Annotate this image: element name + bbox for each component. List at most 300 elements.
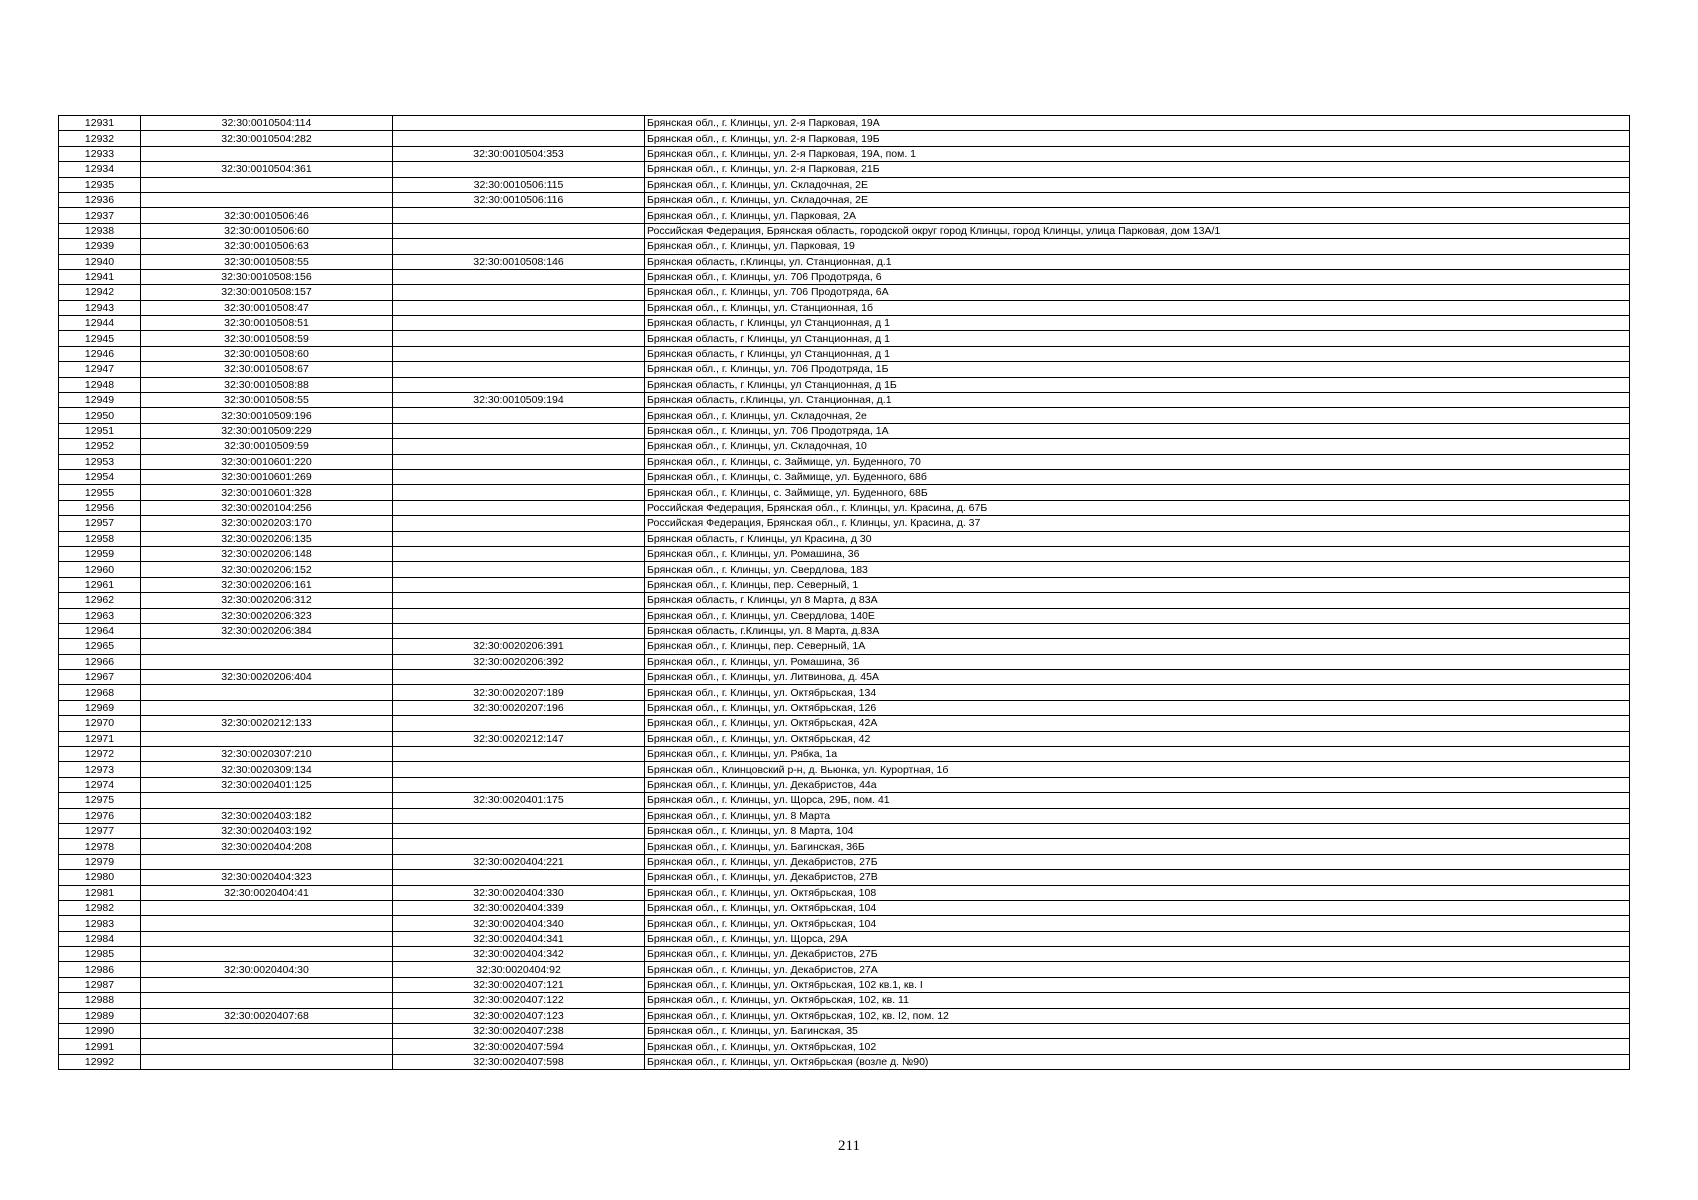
cadastral-number-cell: 32:30:0010506:60 xyxy=(141,223,393,238)
address-cell: Брянская обл., г. Клинцы, ул. 8 Марта xyxy=(645,808,1630,823)
address-cell: Брянская область, г.Клинцы, ул. 8 Марта, д.83А xyxy=(645,623,1630,638)
address-cell: Брянская обл., г. Клинцы, ул. Багинская, 35 xyxy=(645,1024,1630,1039)
row-number-cell: 12991 xyxy=(59,1039,141,1054)
address-cell: Брянская обл., г. Клинцы, ул. Ромашина, 36 xyxy=(645,654,1630,669)
address-cell: Брянская обл., г. Клинцы, ул. Свердлова, 140Е xyxy=(645,608,1630,623)
row-number-cell: 12941 xyxy=(59,269,141,284)
table-row xyxy=(59,716,1630,731)
address-cell: Брянская обл., г. Клинцы, ул. Декабристов, 27В xyxy=(645,870,1630,885)
cadastral-number-cell: 32:30:0020206:312 xyxy=(141,593,393,608)
page-number: 211 xyxy=(838,1138,860,1154)
table-row xyxy=(59,408,1630,423)
address-cell: Брянская обл., г. Клинцы, ул. Рябка, 1а xyxy=(645,747,1630,762)
row-number-cell: 12943 xyxy=(59,300,141,315)
cadastral-number-cell: 32:30:0010504:114 xyxy=(141,116,393,131)
cadastral-number-cell xyxy=(141,900,393,915)
related-cadastral-number-cell xyxy=(393,285,645,300)
address-cell: Брянская обл., г. Клинцы, ул. Складочная, 2Е xyxy=(645,192,1630,207)
row-number-cell: 12988 xyxy=(59,993,141,1008)
row-number-cell: 12956 xyxy=(59,500,141,515)
row-number-cell: 12953 xyxy=(59,454,141,469)
cadastral-number-cell xyxy=(141,854,393,869)
related-cadastral-number-cell xyxy=(393,823,645,838)
cadastral-number-cell: 32:30:0010504:282 xyxy=(141,131,393,146)
table-row xyxy=(59,285,1630,300)
related-cadastral-number-cell xyxy=(393,839,645,854)
related-cadastral-number-cell xyxy=(393,362,645,377)
table-row xyxy=(59,916,1630,931)
address-cell: Брянская обл., г. Клинцы, ул. 706 Продотряда, 1Б xyxy=(645,362,1630,377)
table-row xyxy=(59,239,1630,254)
cadastral-number-cell: 32:30:0010508:55 xyxy=(141,254,393,269)
address-cell: Брянская обл., г. Клинцы, ул. Свердлова, 183 xyxy=(645,562,1630,577)
row-number-cell: 12982 xyxy=(59,900,141,915)
address-cell: Брянская обл., г. Клинцы, ул. Ромашина, 36 xyxy=(645,546,1630,561)
cadastral-number-cell: 32:30:0020401:125 xyxy=(141,777,393,792)
row-number-cell: 12968 xyxy=(59,685,141,700)
cadastral-number-cell: 32:30:0010508:60 xyxy=(141,346,393,361)
cadastral-number-cell: 32:30:0010506:46 xyxy=(141,208,393,223)
row-number-cell: 12937 xyxy=(59,208,141,223)
related-cadastral-number-cell xyxy=(393,546,645,561)
related-cadastral-number-cell xyxy=(393,562,645,577)
related-cadastral-number-cell xyxy=(393,377,645,392)
row-number-cell: 12977 xyxy=(59,823,141,838)
table-row xyxy=(59,531,1630,546)
table-row xyxy=(59,454,1630,469)
related-cadastral-number-cell: 32:30:0020212:147 xyxy=(393,731,645,746)
cadastral-number-cell: 32:30:0020404:208 xyxy=(141,839,393,854)
related-cadastral-number-cell xyxy=(393,608,645,623)
address-cell: Брянская обл., г. Клинцы, ул. Октябрьская, 102 кв.1, кв. I xyxy=(645,977,1630,992)
related-cadastral-number-cell: 32:30:0020404:92 xyxy=(393,962,645,977)
cadastral-number-cell: 32:30:0020307:210 xyxy=(141,747,393,762)
address-cell: Брянская обл., г. Клинцы, пер. Северный, 1 xyxy=(645,577,1630,592)
table-row xyxy=(59,393,1630,408)
related-cadastral-number-cell: 32:30:0020404:340 xyxy=(393,916,645,931)
table-row xyxy=(59,208,1630,223)
cadastral-number-cell xyxy=(141,177,393,192)
address-cell: Брянская обл., Клинцовский р-н, д. Вьюнка, ул. Курортная, 1б xyxy=(645,762,1630,777)
cadastral-number-cell: 32:30:0020309:134 xyxy=(141,762,393,777)
row-number-cell: 12936 xyxy=(59,192,141,207)
row-number-cell: 12934 xyxy=(59,162,141,177)
related-cadastral-number-cell xyxy=(393,747,645,762)
row-number-cell: 12949 xyxy=(59,393,141,408)
address-cell: Брянская обл., г. Клинцы, ул. Щорса, 29Б, пом. 41 xyxy=(645,793,1630,808)
table-row xyxy=(59,608,1630,623)
related-cadastral-number-cell xyxy=(393,116,645,131)
address-cell: Брянская обл., г. Клинцы, ул. Багинская, 36Б xyxy=(645,839,1630,854)
row-number-cell: 12933 xyxy=(59,146,141,161)
row-number-cell: 12965 xyxy=(59,639,141,654)
related-cadastral-number-cell: 32:30:0020404:342 xyxy=(393,947,645,962)
address-cell: Брянская область, г Клинцы, ул Станционная, д 1 xyxy=(645,346,1630,361)
address-cell: Брянская область, г Клинцы, ул Станционная, д 1 xyxy=(645,316,1630,331)
related-cadastral-number-cell: 32:30:0020407:121 xyxy=(393,977,645,992)
table-row xyxy=(59,223,1630,238)
table-row xyxy=(59,192,1630,207)
related-cadastral-number-cell: 32:30:0010509:194 xyxy=(393,393,645,408)
address-cell: Брянская обл., г. Клинцы, ул. Литвинова, д. 45А xyxy=(645,670,1630,685)
cadastral-number-cell: 32:30:0020206:161 xyxy=(141,577,393,592)
related-cadastral-number-cell xyxy=(393,777,645,792)
address-cell: Брянская обл., г. Клинцы, пер. Северный, 1А xyxy=(645,639,1630,654)
cadastral-number-cell xyxy=(141,654,393,669)
related-cadastral-number-cell xyxy=(393,439,645,454)
address-cell: Брянская область, г Клинцы, ул 8 Марта, д 83А xyxy=(645,593,1630,608)
related-cadastral-number-cell: 32:30:0020207:196 xyxy=(393,700,645,715)
table-row xyxy=(59,577,1630,592)
related-cadastral-number-cell xyxy=(393,716,645,731)
address-cell: Брянская обл., г. Клинцы, ул. Октябрьская, 102 xyxy=(645,1039,1630,1054)
address-cell: Брянская обл., г. Клинцы, ул. Октябрьская, 104 xyxy=(645,900,1630,915)
address-cell: Брянская обл., г. Клинцы, ул. Октябрьская, 108 xyxy=(645,885,1630,900)
cadastral-number-cell: 32:30:0010509:229 xyxy=(141,423,393,438)
cadastral-number-cell: 32:30:0020206:148 xyxy=(141,546,393,561)
cadastral-number-cell: 32:30:0020403:192 xyxy=(141,823,393,838)
related-cadastral-number-cell: 32:30:0020404:221 xyxy=(393,854,645,869)
related-cadastral-number-cell xyxy=(393,131,645,146)
row-number-cell: 12947 xyxy=(59,362,141,377)
cadastral-number-cell: 32:30:0020206:404 xyxy=(141,670,393,685)
table-row xyxy=(59,900,1630,915)
cadastral-number-cell: 32:30:0010508:47 xyxy=(141,300,393,315)
address-cell: Брянская область, г.Клинцы, ул. Станционная, д.1 xyxy=(645,254,1630,269)
table-row xyxy=(59,823,1630,838)
cadastral-number-cell: 32:30:0010601:269 xyxy=(141,469,393,484)
row-number-cell: 12932 xyxy=(59,131,141,146)
address-cell: Брянская обл., г. Клинцы, с. Займище, ул. Буденного, 68б xyxy=(645,469,1630,484)
table-row xyxy=(59,469,1630,484)
table-row xyxy=(59,1024,1630,1039)
table-row xyxy=(59,593,1630,608)
address-cell: Брянская обл., г. Клинцы, ул. 2-я Парковая, 19А, пом. 1 xyxy=(645,146,1630,161)
cadastral-number-cell xyxy=(141,947,393,962)
row-number-cell: 12948 xyxy=(59,377,141,392)
table-row xyxy=(59,839,1630,854)
table-row xyxy=(59,870,1630,885)
row-number-cell: 12962 xyxy=(59,593,141,608)
address-cell: Брянская область, г Клинцы, ул Станционная, д 1Б xyxy=(645,377,1630,392)
row-number-cell: 12973 xyxy=(59,762,141,777)
row-number-cell: 12952 xyxy=(59,439,141,454)
cadastral-number-cell: 32:30:0020212:133 xyxy=(141,716,393,731)
row-number-cell: 12985 xyxy=(59,947,141,962)
cadastral-number-cell: 32:30:0010504:361 xyxy=(141,162,393,177)
row-number-cell: 12966 xyxy=(59,654,141,669)
table-row xyxy=(59,316,1630,331)
table-row xyxy=(59,762,1630,777)
table-row xyxy=(59,700,1630,715)
table-row xyxy=(59,931,1630,946)
row-number-cell: 12935 xyxy=(59,177,141,192)
related-cadastral-number-cell xyxy=(393,469,645,484)
cadastral-number-cell xyxy=(141,993,393,1008)
related-cadastral-number-cell xyxy=(393,670,645,685)
address-cell: Брянская обл., г. Клинцы, ул. Парковая, 19 xyxy=(645,239,1630,254)
table-row xyxy=(59,793,1630,808)
table-row xyxy=(59,670,1630,685)
address-cell: Брянская обл., г. Клинцы, ул. Октябрьская, 102, кв. 11 xyxy=(645,993,1630,1008)
related-cadastral-number-cell: 32:30:0020407:238 xyxy=(393,1024,645,1039)
related-cadastral-number-cell xyxy=(393,531,645,546)
address-cell: Брянская обл., г. Клинцы, ул. Щорса, 29А xyxy=(645,931,1630,946)
row-number-cell: 12990 xyxy=(59,1024,141,1039)
related-cadastral-number-cell xyxy=(393,623,645,638)
table-row xyxy=(59,546,1630,561)
table-row xyxy=(59,439,1630,454)
related-cadastral-number-cell xyxy=(393,316,645,331)
row-number-cell: 12940 xyxy=(59,254,141,269)
table-row xyxy=(59,177,1630,192)
table-row xyxy=(59,131,1630,146)
cadastral-number-cell: 32:30:0020203:170 xyxy=(141,516,393,531)
address-cell: Брянская обл., г. Клинцы, ул. Декабристов, 27Б xyxy=(645,947,1630,962)
row-number-cell: 12944 xyxy=(59,316,141,331)
address-cell: Брянская обл., г. Клинцы, ул. Октябрьская (возле д. №90) xyxy=(645,1054,1630,1069)
related-cadastral-number-cell: 32:30:0020407:598 xyxy=(393,1054,645,1069)
registry-table-body xyxy=(59,116,1630,1070)
cadastral-number-cell xyxy=(141,685,393,700)
cadastral-number-cell xyxy=(141,931,393,946)
table-row xyxy=(59,1039,1630,1054)
address-cell: Брянская обл., г. Клинцы, ул. 8 Марта, 104 xyxy=(645,823,1630,838)
related-cadastral-number-cell: 32:30:0010504:353 xyxy=(393,146,645,161)
row-number-cell: 12959 xyxy=(59,546,141,561)
address-cell: Брянская обл., г. Клинцы, ул. Декабристов, 44а xyxy=(645,777,1630,792)
table-row xyxy=(59,654,1630,669)
related-cadastral-number-cell xyxy=(393,485,645,500)
related-cadastral-number-cell: 32:30:0020404:330 xyxy=(393,885,645,900)
address-cell: Брянская обл., г. Клинцы, с. Займище, ул. Буденного, 68Б xyxy=(645,485,1630,500)
related-cadastral-number-cell xyxy=(393,239,645,254)
cadastral-number-cell: 32:30:0010509:196 xyxy=(141,408,393,423)
related-cadastral-number-cell: 32:30:0020404:339 xyxy=(393,900,645,915)
row-number-cell: 12980 xyxy=(59,870,141,885)
related-cadastral-number-cell xyxy=(393,500,645,515)
table-row xyxy=(59,116,1630,131)
cadastral-number-cell: 32:30:0010508:157 xyxy=(141,285,393,300)
cadastral-number-cell: 32:30:0010509:59 xyxy=(141,439,393,454)
related-cadastral-number-cell xyxy=(393,346,645,361)
row-number-cell: 12979 xyxy=(59,854,141,869)
cadastral-number-cell: 32:30:0020403:182 xyxy=(141,808,393,823)
cadastral-number-cell: 32:30:0010508:156 xyxy=(141,269,393,284)
related-cadastral-number-cell xyxy=(393,162,645,177)
related-cadastral-number-cell: 32:30:0010506:116 xyxy=(393,192,645,207)
table-row xyxy=(59,731,1630,746)
cadastral-number-cell: 32:30:0010508:51 xyxy=(141,316,393,331)
address-cell: Брянская обл., г. Клинцы, ул. Октябрьская, 104 xyxy=(645,916,1630,931)
cadastral-number-cell xyxy=(141,192,393,207)
address-cell: Брянская область, г.Клинцы, ул. Станционная, д.1 xyxy=(645,393,1630,408)
table-row xyxy=(59,685,1630,700)
related-cadastral-number-cell xyxy=(393,808,645,823)
table-row xyxy=(59,254,1630,269)
row-number-cell: 12939 xyxy=(59,239,141,254)
table-row xyxy=(59,562,1630,577)
row-number-cell: 12964 xyxy=(59,623,141,638)
row-number-cell: 12972 xyxy=(59,747,141,762)
table-row xyxy=(59,854,1630,869)
cadastral-number-cell: 32:30:0020206:152 xyxy=(141,562,393,577)
table-row xyxy=(59,747,1630,762)
related-cadastral-number-cell: 32:30:0020404:341 xyxy=(393,931,645,946)
cadastral-number-cell: 32:30:0010601:328 xyxy=(141,485,393,500)
related-cadastral-number-cell: 32:30:0020407:123 xyxy=(393,1008,645,1023)
address-cell: Брянская обл., г. Клинцы, ул. Станционная, 1б xyxy=(645,300,1630,315)
table-row xyxy=(59,977,1630,992)
related-cadastral-number-cell xyxy=(393,408,645,423)
address-cell: Брянская обл., г. Клинцы, ул. Октябрьская, 134 xyxy=(645,685,1630,700)
table-row xyxy=(59,1008,1630,1023)
address-cell: Брянская обл., г. Клинцы, ул. 2-я Парковая, 19Б xyxy=(645,131,1630,146)
row-number-cell: 12957 xyxy=(59,516,141,531)
table-row xyxy=(59,516,1630,531)
address-cell: Брянская обл., г. Клинцы, ул. Складочная, 2е xyxy=(645,408,1630,423)
cadastral-number-cell xyxy=(141,1054,393,1069)
address-cell: Российская Федерация, Брянская обл., г. Клинцы, ул. Красина, д. 37 xyxy=(645,516,1630,531)
related-cadastral-number-cell: 32:30:0010506:115 xyxy=(393,177,645,192)
cadastral-number-cell xyxy=(141,700,393,715)
cadastral-number-cell: 32:30:0020104:256 xyxy=(141,500,393,515)
row-number-cell: 12960 xyxy=(59,562,141,577)
related-cadastral-number-cell: 32:30:0020407:122 xyxy=(393,993,645,1008)
table-row xyxy=(59,423,1630,438)
cadastral-number-cell: 32:30:0020206:135 xyxy=(141,531,393,546)
cadastral-number-cell xyxy=(141,793,393,808)
row-number-cell: 12975 xyxy=(59,793,141,808)
cadastral-number-cell: 32:30:0010508:88 xyxy=(141,377,393,392)
row-number-cell: 12974 xyxy=(59,777,141,792)
related-cadastral-number-cell: 32:30:0010508:146 xyxy=(393,254,645,269)
row-number-cell: 12986 xyxy=(59,962,141,977)
related-cadastral-number-cell xyxy=(393,516,645,531)
related-cadastral-number-cell xyxy=(393,454,645,469)
cadastral-number-cell: 32:30:0020404:323 xyxy=(141,870,393,885)
cadastral-number-cell: 32:30:0010508:67 xyxy=(141,362,393,377)
related-cadastral-number-cell xyxy=(393,762,645,777)
cadastral-number-cell: 32:30:0010508:59 xyxy=(141,331,393,346)
address-cell: Брянская обл., г. Клинцы, ул. Октябрьская, 42 xyxy=(645,731,1630,746)
table-row xyxy=(59,269,1630,284)
table-row xyxy=(59,808,1630,823)
address-cell: Российская Федерация, Брянская обл., г. Клинцы, ул. Красина, д. 67Б xyxy=(645,500,1630,515)
row-number-cell: 12971 xyxy=(59,731,141,746)
property-registry-table xyxy=(58,115,1630,1070)
cadastral-number-cell xyxy=(141,1024,393,1039)
table-row xyxy=(59,500,1630,515)
cadastral-number-cell: 32:30:0020206:384 xyxy=(141,623,393,638)
table-row xyxy=(59,993,1630,1008)
related-cadastral-number-cell xyxy=(393,593,645,608)
row-number-cell: 12987 xyxy=(59,977,141,992)
address-cell: Брянская обл., г. Клинцы, ул. Декабристов, 27А xyxy=(645,962,1630,977)
table-row xyxy=(59,962,1630,977)
row-number-cell: 12978 xyxy=(59,839,141,854)
cadastral-number-cell: 32:30:0020404:41 xyxy=(141,885,393,900)
table-row xyxy=(59,162,1630,177)
table-row xyxy=(59,362,1630,377)
table-row xyxy=(59,346,1630,361)
table-row xyxy=(59,623,1630,638)
table-row xyxy=(59,331,1630,346)
row-number-cell: 12946 xyxy=(59,346,141,361)
related-cadastral-number-cell xyxy=(393,208,645,223)
related-cadastral-number-cell: 32:30:0020207:189 xyxy=(393,685,645,700)
row-number-cell: 12945 xyxy=(59,331,141,346)
address-cell: Брянская обл., г. Клинцы, ул. Складочная, 10 xyxy=(645,439,1630,454)
cadastral-number-cell xyxy=(141,1039,393,1054)
row-number-cell: 12976 xyxy=(59,808,141,823)
address-cell: Брянская область, г Клинцы, ул Красина, д 30 xyxy=(645,531,1630,546)
row-number-cell: 12931 xyxy=(59,116,141,131)
address-cell: Брянская обл., г. Клинцы, ул. 2-я Парковая, 21Б xyxy=(645,162,1630,177)
cadastral-number-cell: 32:30:0020404:30 xyxy=(141,962,393,977)
cadastral-number-cell xyxy=(141,977,393,992)
row-number-cell: 12981 xyxy=(59,885,141,900)
row-number-cell: 12950 xyxy=(59,408,141,423)
row-number-cell: 12958 xyxy=(59,531,141,546)
address-cell: Брянская обл., г. Клинцы, ул. Парковая, 2А xyxy=(645,208,1630,223)
row-number-cell: 12954 xyxy=(59,469,141,484)
row-number-cell: 12963 xyxy=(59,608,141,623)
table-row xyxy=(59,777,1630,792)
related-cadastral-number-cell xyxy=(393,269,645,284)
table-row xyxy=(59,885,1630,900)
address-cell: Брянская обл., г. Клинцы, ул. 706 Продотряда, 1А xyxy=(645,423,1630,438)
row-number-cell: 12970 xyxy=(59,716,141,731)
related-cadastral-number-cell xyxy=(393,870,645,885)
row-number-cell: 12961 xyxy=(59,577,141,592)
table-row xyxy=(59,639,1630,654)
related-cadastral-number-cell: 32:30:0020407:594 xyxy=(393,1039,645,1054)
address-cell: Брянская обл., г. Клинцы, ул. 706 Продотряда, 6А xyxy=(645,285,1630,300)
related-cadastral-number-cell xyxy=(393,331,645,346)
row-number-cell: 12967 xyxy=(59,670,141,685)
related-cadastral-number-cell: 32:30:0020206:392 xyxy=(393,654,645,669)
address-cell: Брянская область, г Клинцы, ул Станционная, д 1 xyxy=(645,331,1630,346)
cadastral-number-cell: 32:30:0010506:63 xyxy=(141,239,393,254)
table-row xyxy=(59,485,1630,500)
address-cell: Брянская обл., г. Клинцы, ул. 2-я Парковая, 19А xyxy=(645,116,1630,131)
cadastral-number-cell xyxy=(141,731,393,746)
cadastral-number-cell xyxy=(141,639,393,654)
row-number-cell: 12983 xyxy=(59,916,141,931)
row-number-cell: 12984 xyxy=(59,931,141,946)
table-row xyxy=(59,300,1630,315)
row-number-cell: 12942 xyxy=(59,285,141,300)
table-row xyxy=(59,1054,1630,1069)
row-number-cell: 12992 xyxy=(59,1054,141,1069)
address-cell: Брянская обл., г. Клинцы, ул. Декабристов, 27Б xyxy=(645,854,1630,869)
cadastral-number-cell: 32:30:0020407:68 xyxy=(141,1008,393,1023)
cadastral-number-cell: 32:30:0020206:323 xyxy=(141,608,393,623)
address-cell: Брянская обл., г. Клинцы, ул. Октябрьская, 102, кв. I2, пом. 12 xyxy=(645,1008,1630,1023)
related-cadastral-number-cell xyxy=(393,300,645,315)
row-number-cell: 12969 xyxy=(59,700,141,715)
row-number-cell: 12938 xyxy=(59,223,141,238)
address-cell: Брянская обл., г. Клинцы, ул. 706 Продотряда, 6 xyxy=(645,269,1630,284)
row-number-cell: 12951 xyxy=(59,423,141,438)
table-row xyxy=(59,377,1630,392)
related-cadastral-number-cell xyxy=(393,223,645,238)
cadastral-number-cell xyxy=(141,916,393,931)
table-row xyxy=(59,947,1630,962)
row-number-cell: 12955 xyxy=(59,485,141,500)
address-cell: Брянская обл., г. Клинцы, ул. Октябрьская, 42А xyxy=(645,716,1630,731)
